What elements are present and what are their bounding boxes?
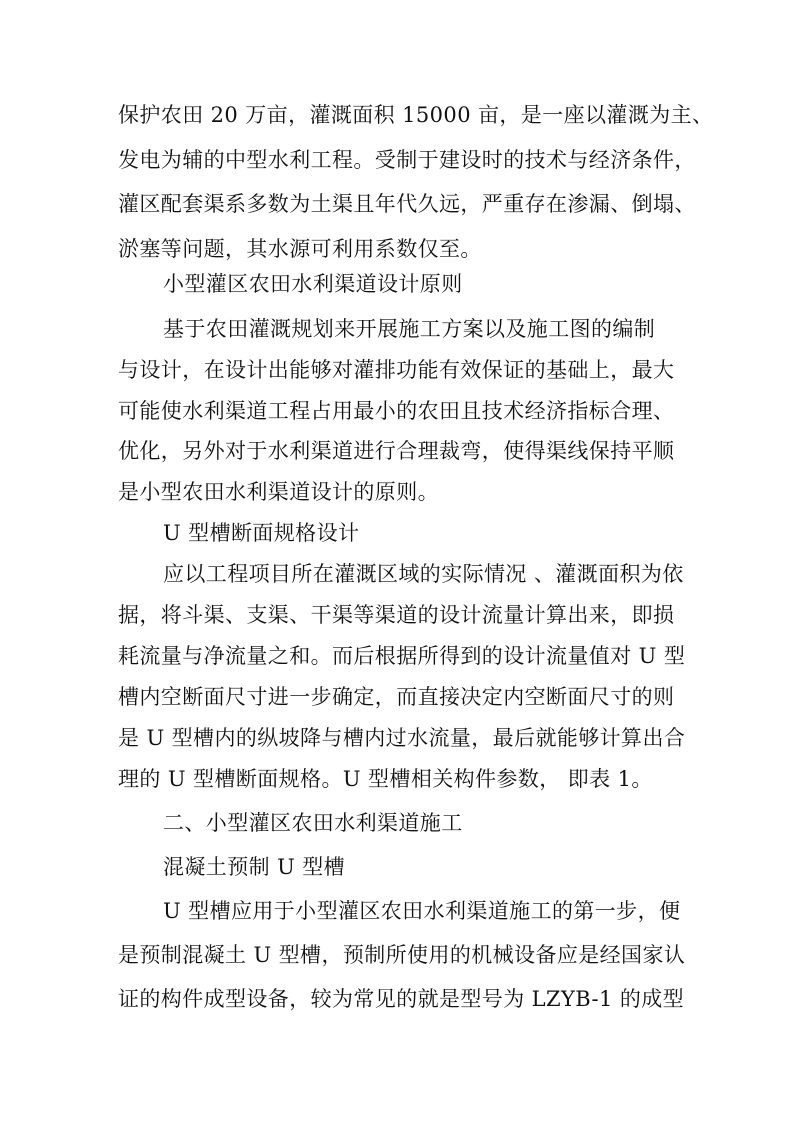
paragraph-line: 是 U 型槽内的纵坡降与槽内过水流量，最后就能够计算出合 — [118, 726, 686, 750]
paragraph-line: 基于农田灌溉规划来开展施工方案以及施工图的编制 — [163, 317, 656, 341]
paragraph-line: 淤塞等问题，其水源可利用系数仅至。 — [118, 237, 482, 261]
section-heading: 二、小型灌区农田水利渠道施工 — [163, 811, 463, 835]
section-heading: U 型槽断面规格设计 — [163, 521, 360, 545]
paragraph-line: 是预制混凝土 U 型槽，预制所使用的机械设备应是经国家认 — [118, 943, 686, 967]
paragraph-line: 灌区配套渠系多数为土渠且年代久远，严重存在渗漏、倒塌、 — [118, 192, 696, 216]
paragraph-line: 槽内空断面尺寸进一步确定，而直接决定内空断面尺寸的则 — [118, 685, 675, 709]
paragraph-line: 据，将斗渠、支渠、干渠等渠道的设计流量计算出来，即损 — [118, 603, 675, 627]
paragraph-line: 证的构件成型设备，较为常见的就是型号为 LZYB-1 的成型 — [118, 987, 685, 1011]
paragraph-line: 理的 U 型槽断面规格。U 型槽相关构件参数， 即表 1。 — [118, 767, 653, 791]
paragraph-line: 优化，另外对于水利渠道进行合理裁弯，使得渠线保持平顺 — [118, 439, 675, 463]
paragraph-line: U 型槽应用于小型灌区农田水利渠道施工的第一步，便 — [163, 899, 681, 923]
paragraph-line: 可能使水利渠道工程占用最小的农田且技术经济指标合理、 — [118, 399, 675, 423]
paragraph-line: 与设计，在设计出能够对灌排功能有效保证的基础上，最大 — [118, 358, 675, 382]
section-heading: 混凝土预制 U 型槽 — [163, 855, 346, 879]
paragraph-line: 是小型农田水利渠道设计的原则。 — [118, 480, 439, 504]
paragraph-line: 耗流量与净流量之和。而后根据所得到的设计流量值对 U 型 — [118, 644, 686, 668]
paragraph-line: 发电为辅的中型水利工程。受制于建设时的技术与经济条件， — [118, 148, 696, 172]
paragraph-line: 保护农田 20 万亩，灌溉面积 15000 亩，是一座以灌溉为主、 — [118, 103, 714, 127]
paragraph-line: 应以工程项目所在灌溉区域的实际情况 、灌溉面积为依 — [163, 562, 684, 586]
section-heading: 小型灌区农田水利渠道设计原则 — [163, 272, 463, 296]
